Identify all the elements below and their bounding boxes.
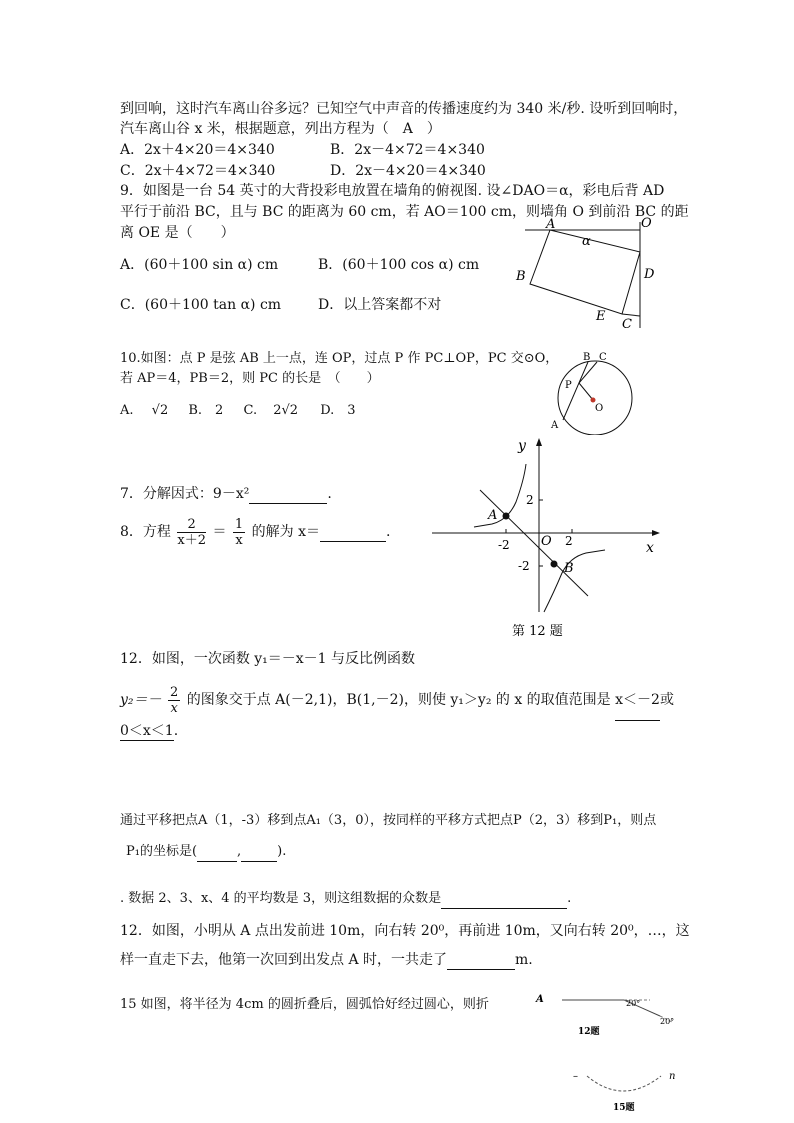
fig-label-a: A (551, 420, 559, 431)
q7 (120, 485, 332, 504)
fig-label-c: C (599, 352, 607, 363)
q15-text: 15 如图，将半径为 4cm 的圆折叠后，圆弧恰好经过圆心，则折 (120, 997, 489, 1012)
q9-option-a: A．(60＋100 sin α) cm (120, 257, 279, 273)
q-trans-blank-y (241, 843, 277, 862)
label-c: C (622, 317, 632, 332)
tick-label-x-2: 2 (565, 534, 573, 548)
point-a (503, 513, 510, 520)
oe-line (622, 314, 640, 316)
walk-figure (532, 990, 682, 1040)
fig-label-o: O (595, 403, 604, 414)
tick-label-y-2: 2 (526, 493, 534, 507)
hyperbola-branch-right (544, 550, 605, 612)
label-a: A (546, 217, 556, 232)
q8b-eq: ＝ (212, 524, 227, 540)
graph-caption: 第 12 题 (512, 624, 563, 639)
q-mode-blank (441, 890, 567, 909)
q-mode (120, 890, 571, 909)
q-mode-end: . (567, 891, 572, 906)
q12-answer-1: x＜－2 (615, 680, 660, 721)
circle-o (558, 361, 632, 435)
label-o: O (641, 216, 652, 231)
q8b-fraction-2 (233, 517, 245, 548)
fig-label-b: B (583, 352, 591, 363)
origin-label: O (541, 534, 552, 549)
segment-pc (579, 362, 597, 383)
q10-option-d: D. 3 (320, 403, 356, 418)
hyperbola-branch-left (474, 464, 526, 527)
label-point-a: A (488, 508, 498, 523)
q8b (120, 512, 390, 552)
q-mode-text: . 数据 2、3、x、4 的平均数是 3，则这组数据的众数是 (120, 891, 442, 906)
q10-option-b: B. 2 (188, 403, 224, 418)
walk-label-a: A (536, 994, 544, 1005)
axis-label-x: x (646, 540, 654, 556)
q9-option-c: C．(60＋100 tan α) cm (120, 297, 282, 313)
q8b-f2-den: x (235, 532, 243, 548)
q-trans-pre: P₁的坐标是( (126, 844, 198, 859)
q9-line2: 平行于前沿 BC，且与 BC 的距离为 60 cm，若 AO＝100 cm，则墙角 O 到前沿 BC 的距 (120, 204, 689, 220)
q12b-line1: 12．如图，小明从 A 点出发前进 10m，向右转 20⁰，再前进 10m，又向右转 20⁰，…，这 (120, 923, 690, 939)
q10-option-a-label: A. (120, 403, 134, 418)
function-graph (430, 432, 665, 642)
label-b: B (516, 269, 526, 284)
walk-caption: 12题 (578, 1027, 600, 1037)
point-b (551, 561, 558, 568)
tick-label-y-neg2: -2 (518, 559, 530, 573)
q7-end: . (327, 486, 332, 502)
q-trans-blank-x (197, 843, 237, 862)
q10-line2: 若 AP＝4，PB＝2，则 PC 的长是 （ ） (120, 371, 380, 386)
q-trans-end: ). (277, 844, 287, 859)
q12-line1: 12．如图，一次函数 y₁＝－x－1 与反比例函数 (120, 651, 416, 667)
q9-line1: 9．如图是一台 54 英寸的大背投彩电放置在墙角的俯视图. 设∠DAO＝α，彩电后背 AD (120, 183, 665, 199)
q-trans-comma: , (237, 844, 242, 859)
tv-corner-figure (510, 212, 670, 332)
q8b-pre: 8．方程 (120, 524, 171, 540)
q12-frac-den: x (170, 700, 178, 716)
fold-label-right: n (669, 1071, 676, 1082)
q-trans-line1: 通过平移把点A（1，-3）移到点A₁（3，0），按同样的平移方式把点P（2，3）移到P₁，则点 (120, 813, 657, 828)
walk-angle-2: 20° (660, 1017, 675, 1026)
q12b-line2-text: 样一直走下去，他第一次回到出发点 A 时，一共走了 (120, 952, 448, 968)
q12-answer-1b: 或 (659, 692, 674, 708)
fold-caption: 15题 (613, 1103, 635, 1113)
q10-option-a-value: √2 (151, 403, 169, 418)
q8b-end: . (385, 524, 391, 540)
q9-option-b: B．(60＋100 cos α) cm (318, 257, 480, 273)
fold-figure (565, 1066, 685, 1116)
chord-ab (563, 362, 588, 420)
segment-op (579, 383, 593, 400)
label-e: E (596, 309, 606, 324)
y-axis-arrow (536, 438, 542, 446)
x-axis-arrow (652, 530, 660, 536)
q8b-f2-num: 1 (234, 516, 244, 532)
q12-answer-2b: . (173, 723, 179, 739)
q8b-fraction-1 (177, 517, 206, 548)
q8a-option-d: D．2x－4×20＝4×340 (330, 163, 486, 179)
walk-angle-1: 20° (626, 999, 641, 1008)
q8b-post: 的解为 x＝ (251, 524, 320, 540)
q12b-unit: m. (515, 952, 533, 968)
fold-arc (587, 1076, 661, 1091)
q-trans-line2 (126, 843, 286, 862)
q12-fraction (168, 685, 180, 716)
q12b-line2 (120, 951, 533, 970)
q10-options (120, 402, 356, 420)
q8a-option-c: C．2x＋4×72＝4×340 (120, 163, 276, 179)
q12-y2: y₂＝－ (120, 692, 162, 708)
q7-answer-blank (249, 485, 327, 504)
q8a-option-b: B．2x－4×72＝4×340 (330, 142, 485, 158)
axis-label-y: y (518, 438, 526, 454)
q10-line1: 10.如图：点 P 是弦 AB 上一点，连 OP，过点 P 作 PC⊥OP，PC 交⊙O， (120, 351, 559, 366)
q12b-blank (447, 951, 515, 970)
q12-frac-num: 2 (169, 684, 179, 700)
label-point-b: B (564, 561, 574, 576)
q12-answer-2: 0＜x＜1 (120, 723, 174, 739)
q8a-option-a: A．2x＋4×20＝4×340 (120, 142, 275, 158)
fold-label-left: – (573, 1071, 578, 1082)
q8a-line1: 到回响，这时汽车离山谷多远？已知空气中声音的传播速度约为 340 米/秒. 设听到回响时， (120, 101, 688, 117)
q12-line2 (120, 680, 674, 720)
q8b-f1-num: 2 (177, 517, 206, 533)
label-d: D (644, 267, 655, 282)
q9-option-d: D．以上答案都不对 (318, 297, 442, 313)
q7-text: 7．分解因式：9－x² (120, 486, 250, 502)
q8b-f1-den: x＋2 (177, 532, 206, 548)
circle-chord-figure (545, 350, 640, 435)
q12-line3 (120, 722, 178, 741)
q10-option-c-value: 2√2 (273, 403, 299, 418)
q10-option-c-label: C. (243, 403, 258, 418)
center-dot (591, 398, 596, 403)
q12-line2-rest: 的图象交于点 A(－2,1)，B(1,－2)，则使 y₁＞y₂ 的 x 的取值范围是 (186, 692, 611, 708)
q8b-answer-blank (320, 523, 386, 542)
q8a-line2: 汽车离山谷 x 米，根据题意，列出方程为（ A ） (120, 121, 441, 137)
fig-label-p: P (565, 380, 572, 391)
q9-line3: 离 OE 是（ ） (120, 225, 235, 241)
label-alpha: α (582, 234, 591, 249)
tick-label-x-neg2: -2 (498, 538, 510, 552)
